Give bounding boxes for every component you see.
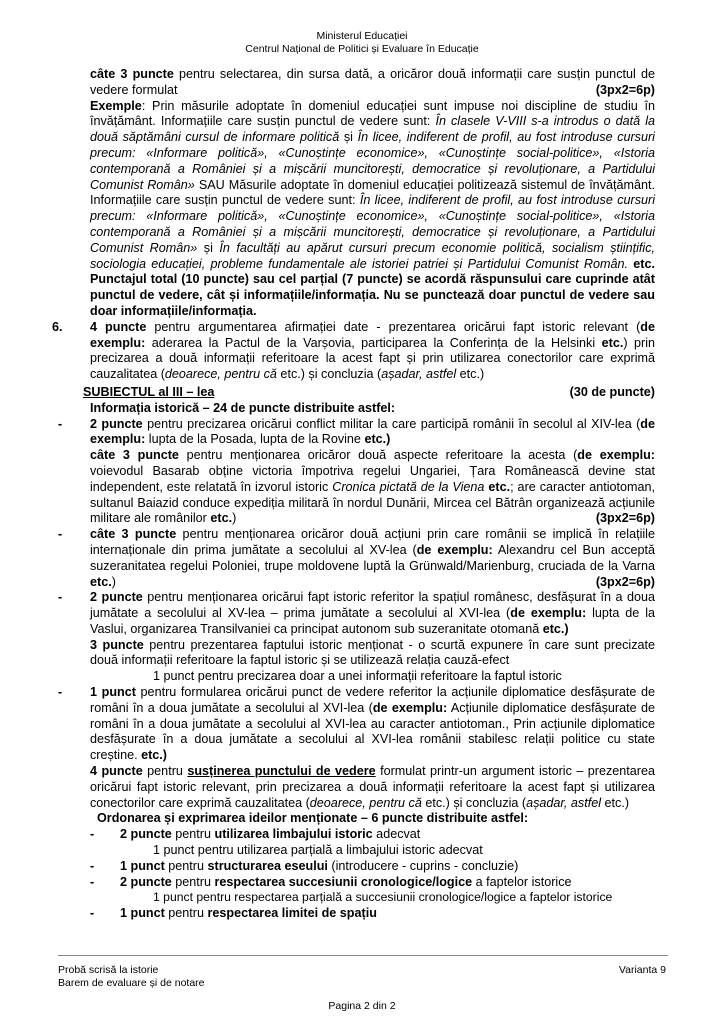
bullet-dash: - (58, 416, 63, 431)
points-badge: (3px2=6p) (595, 574, 655, 589)
criterion-argument: 4 puncte pentru susținerea punctului de vedere formulat printr-un argument istoric – prezentarea oricărui fapt istoric relevant, prin precizarea a două informații referitoare la acest fapt și utilizarea conectorilor care exprimă cauzalitatea (deoarece, pentru că etc.) și concluzia (așadar, astfel etc.) (90, 764, 655, 810)
item-6: 6. 4 puncte pentru argumentarea afirmației date - prezentarea oricărui fapt istoric relevant (de exemplu: aderarea la Pactul de la Varșovia, participarea la Conferința de la Helsinki etc.) prin precizarea a două informații referitoare la acest fapt și prin utilizarea conectorilor care exprimă cauzalitatea (deoarece, pentru că etc.) și concluzia (așadar, astfel etc.) (52, 319, 655, 382)
examples-block: Exemple: Prin măsurile adoptate în domeniul educației sunt impuse noi discipline de studiu în învățământ. Informațiile care susțin punctul de vedere sunt: În clasele V-VIII s-a introdus o dată la două săptămâni cursul de informare politică și În licee, indiferent de profil, au fost introduse cursuri precum: «Informare politică», «Cunoștințe economice», «Cunoștințe social-politice», «Istoria contemporană a României și a mișcării muncitorești, democratice și revoluționare, a Partidului Comunist Român» SAU Măsurile adoptate în domeniul educației politizează sistemul de învățământ. Informațiile care susțin punctul de vedere sunt: În licee, indiferent de profil, au fost introduse cursuri precum: «Informare politică», «Cunoștințe economice», «Cunoștințe social-politice», «Istoria contemporană a României și a mișcării muncitorești, democratice și revoluționare, a Partidului Comunist Român» și În facultăți au apărut cursuri precum economie politică, socialism științific, sociologia educației, probleme fundamentale ale istoriei patriei și Partidului Comunist Român. etc. Punctajul total (10 puncte) sau cel parțial (7 puncte) se acordă răspunsului care cuprinde atât punctul de vedere, cât și informațiile/informația. Nu se punctează doar punctul de vedere sau doar informațiile/informația. (90, 98, 655, 318)
info-heading: Informația istorică – 24 de puncte distribuite astfel: (90, 400, 396, 415)
subject-3-heading (83, 385, 655, 401)
subject-points: (30 de puncte) (569, 384, 655, 399)
exam-name: Probă scrisă la istorie (58, 964, 159, 976)
bullet-dash: - (58, 527, 63, 542)
bullet-dash: - (58, 590, 63, 605)
variant-label: Varianta 9 (618, 964, 666, 976)
ordering-heading: Ordonarea și exprimarea ideilor menționate – 6 puncte distribuite astfel: (97, 811, 529, 826)
ordering-item-space-limit: - 1 punct pentru respectarea limitei de spațiu (90, 906, 377, 921)
document-type: Barem de evaluare și de notare (58, 977, 205, 989)
points-badge: (3px2=6p) (595, 511, 655, 526)
center-name: Centrul Național de Politici și Evaluare în Educație (245, 42, 479, 55)
ordering-item-language: - 2 puncte pentru utilizarea limbajului istoric adecvat (90, 827, 421, 842)
criterion-presentation: 3 puncte pentru prezentarea faptului istoric menționat - o scurtă expunere în care sunt precizate două informații referitoare la faptul istoric și se utilizează relația cauză-efect (90, 637, 655, 668)
partial-score-note: 1 punct pentru precizarea doar a unei informații referitoare la faptul istoric (153, 669, 562, 684)
partial-score-note: 1 punct pentru respectarea parțială a succesiunii cronologice/logice a faptelor istorice (153, 890, 613, 905)
subject-title: SUBIECTUL al III – lea (83, 384, 215, 399)
item-number: 6. (52, 319, 63, 334)
criterion-historic-fact: - 2 puncte pentru menționarea oricărui fapt istoric referitor la spațiul românesc, desfășurat în a doua jumătate a secolului al XV-lea – prima jumătate a secolului al XVI-lea (de exemplu: lupta de la Vaslui, organizarea Transilvaniei ca principat autonom sub suzeranitate otomană etc.) (58, 590, 656, 636)
criterion-viewpoint: - 1 punct pentru formularea oricărui punct de vedere referitor la acțiunile diplomatice desfășurate de români în a doua jumătate a secolului al XVI-lea (de exemplu: Acțiunile diplomatice desfășurate de români în a doua jumătate a secolului al XVI-lea au caracter antiotoman., Prin acțiunile diplomatice desfășurate în a doua jumătate a secolului al XVI-lea românii stabilesc relații politice cu state creștine. etc.) (58, 685, 655, 763)
criteria-selection: câte 3 puncte pentru selectarea, din sursa dată, a oricăror două informații care susțin punctul de vedere formulat (3px2=6p) (90, 67, 655, 97)
criterion-aspects: câte 3 puncte pentru menționarea oricăror două aspecte referitoare la acesta (de exemplu: voievodul Basarab obține victoria împotriva regelui Ungariei, Țara Românească devine stat independent, este relatată în izvorul istoric Cronica pictată de la Viena etc.; are caracter antiotoman, sultanul Baiazid conduce expediția militară în nordul Dunării, Mircea cel Bătrân organizează acțiunile militare ale românilor etc.) (3px2=6p) (90, 448, 656, 526)
ordering-item-chronology: - 2 puncte pentru respectarea succesiunii cronologice/logice a faptelor istorice (90, 874, 572, 889)
bullet-dash: - (58, 685, 63, 700)
partial-score-note: 1 punct pentru utilizarea parțială a limbajului istoric adecvat (153, 843, 483, 858)
page-number: Pagina 2 din 2 (328, 1000, 396, 1012)
footer-divider (58, 955, 668, 956)
criterion-conflict: - 2 puncte pentru precizarea oricărui conflict militar la care participă românii în secolul al XIV-lea (de exemplu: lupta de la Posada, lupta de la Rovine etc.) (58, 416, 655, 447)
ordering-item-structure: - 1 punct pentru structurarea eseului (introducere - cuprins - concluzie) (90, 858, 519, 873)
criterion-actions: - câte 3 puncte pentru menționarea oricăror două acțiuni prin care românii se implică în relațiile internaționale din prima jumătate a secolului al XV-lea (de exemplu: Alexandru cel Bun acceptă suzeranitatea regelui Poloniei, trupe moldovene luptă la Grünwald/Marienburg, cruciada de la Varna etc.) (3px2=6p) (58, 527, 655, 589)
document-body (52, 67, 656, 922)
footer-left (58, 964, 205, 990)
ministry-name: Ministerul Educației (316, 30, 408, 42)
page-header (0, 30, 724, 55)
points-badge: (3px2=6p) (595, 82, 655, 97)
